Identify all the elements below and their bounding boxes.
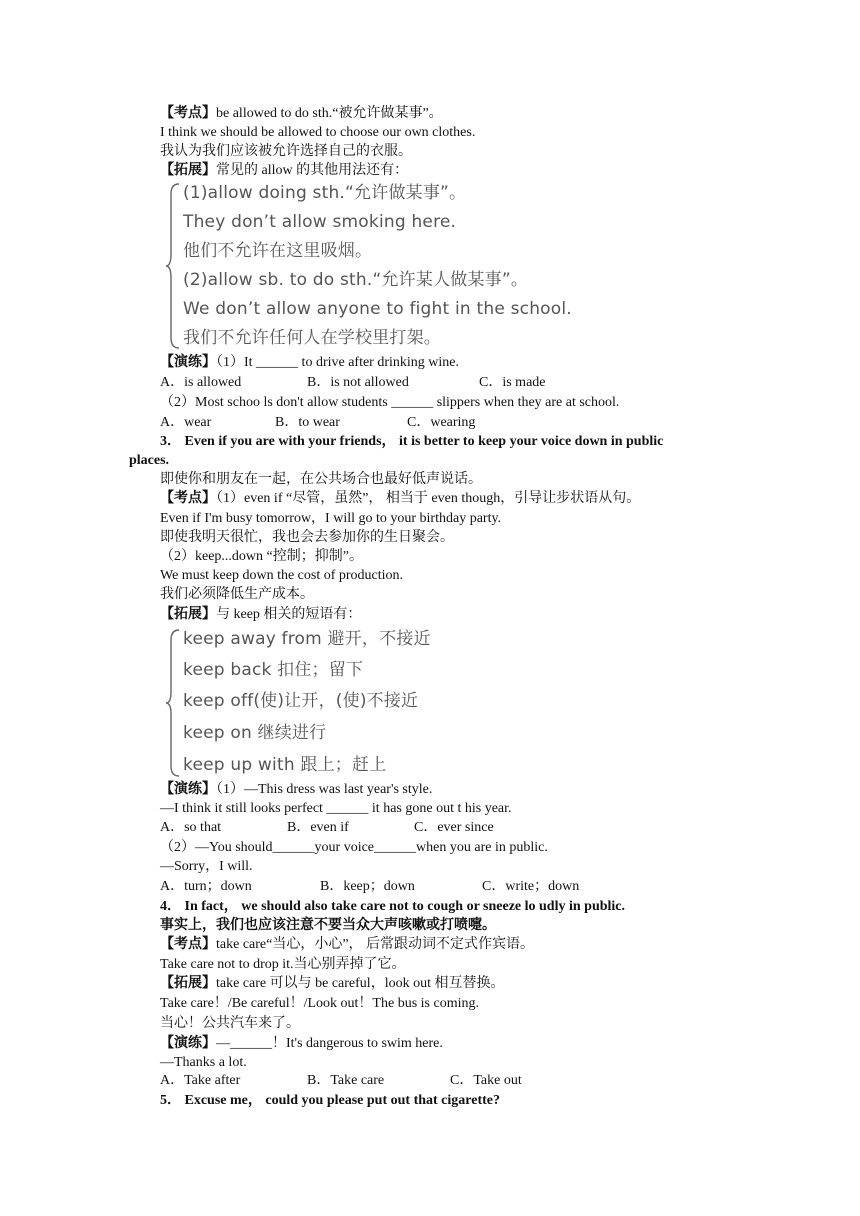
brace-line: keep off(使)让开，(使)不接近 — [183, 691, 419, 711]
brace-line: (2)allow sb. to do sth.“允许某人做某事”。 — [183, 270, 529, 290]
brace-line: 我们不允许任何人在学校里打架。 — [183, 328, 441, 348]
example-zh: 我认为我们应该被允许选择自己的衣服。 — [160, 144, 412, 159]
option-a: A．turn；down — [160, 879, 252, 894]
tuozhan-text: 与 keep 相关的短语有： — [216, 607, 362, 622]
option-b: B．keep；down — [320, 879, 415, 894]
yanlian-line — [160, 1034, 443, 1053]
option-b: B．Take care — [307, 1073, 385, 1088]
question-1: （1）It ______ to drive after drinking wine. — [216, 355, 460, 370]
option-a: A．so that — [160, 820, 222, 835]
options-row — [160, 1071, 522, 1090]
brace-icon — [165, 626, 181, 780]
kaodian-text-2: （2）keep...down “控制；抑制”。 — [160, 549, 363, 564]
brace-line: keep back 扣住；留下 — [183, 660, 364, 680]
kaodian-text: （1）even if “尽管，虽然”， 相当于 even though，引导让步状语从句。 — [216, 491, 641, 506]
question-1: —______！It's dangerous to swim here. — [216, 1036, 443, 1051]
tuozhan-tag: 【拓展】 — [160, 163, 216, 178]
sentence-3-title: 3． Even if you are with your friends， it is better to keep your voice down in public — [160, 434, 664, 449]
kaodian-text: be allowed to do sth.“被允许做某事”。 — [216, 106, 443, 121]
brace-line: keep on 继续进行 — [183, 723, 327, 743]
question-2: （2）—You should______your voice______when you are in public. — [160, 840, 548, 855]
question-1: （1）—This dress was last year's style. — [216, 782, 433, 797]
example-line: Take care not to drop it.当心别弄掉了它。 — [160, 957, 406, 972]
tuozhan-text: take care 可以与 be careful，look out 相互替换。 — [216, 976, 505, 991]
question-2: （2）Most schoo ls don't allow students ______ slippers when they are at school. — [160, 395, 620, 410]
options-row — [160, 818, 494, 837]
kaodian-text: take care“当心，小心”， 后常跟动词不定式作宾语。 — [216, 937, 535, 952]
brace-line: (1)allow doing sth.“允许做某事”。 — [183, 183, 467, 203]
option-c: C．write；down — [482, 879, 580, 894]
kaodian-line — [160, 489, 640, 508]
yanlian-tag: 【演练】 — [160, 355, 216, 370]
options-row — [160, 877, 579, 896]
brace-line: 他们不允许在这里吸烟。 — [183, 241, 373, 261]
options-row — [160, 413, 475, 432]
tuozhan-line — [160, 161, 408, 180]
tuozhan-tag: 【拓展】 — [160, 976, 216, 991]
sentence-3-zh: 即使你和朋友在一起，在公共场合也最好低声说话。 — [160, 472, 482, 487]
option-c: C．ever since — [414, 820, 494, 835]
brace-line: We don’t allow anyone to fight in the school. — [183, 299, 572, 319]
option-c: C．is made — [479, 375, 546, 390]
sentence-4-zh: 事实上，我们也应该注意不要当众大声咳嗽或打喷嚏。 — [160, 918, 496, 933]
yanlian-line — [160, 780, 432, 799]
brace-line: They don’t allow smoking here. — [183, 212, 457, 232]
question-1-reply: —Thanks a lot. — [160, 1055, 247, 1070]
option-c: C．Take out — [450, 1073, 522, 1088]
kaodian-tag: 【考点】 — [160, 106, 216, 121]
kaodian-tag: 【考点】 — [160, 491, 216, 506]
example-zh: 我们必须降低生产成本。 — [160, 587, 314, 602]
question-2-reply: —Sorry，I will. — [160, 859, 253, 874]
sentence-3-title-cont: places. — [129, 453, 170, 468]
brace-line: keep away from 避开，不接近 — [183, 629, 431, 649]
keep-phrases-brace — [165, 626, 585, 780]
kaodian-line — [160, 104, 443, 123]
option-a: A．Take after — [160, 1073, 241, 1088]
option-b: B．is not allowed — [307, 375, 409, 390]
sentence-4-title: 4． In fact， we should also take care not to cough or sneeze lo udly in public. — [160, 899, 626, 914]
allow-usage-brace — [165, 180, 585, 352]
kaodian-line — [160, 935, 534, 954]
option-b: B．even if — [287, 820, 349, 835]
example-zh: 即使我明天很忙，我也会去参加你的生日聚会。 — [160, 530, 454, 545]
brace-line: keep up with 跟上；赶上 — [183, 755, 387, 775]
tuozhan-line — [160, 974, 504, 993]
brace-icon — [165, 180, 181, 352]
yanlian-tag: 【演练】 — [160, 782, 216, 797]
option-a: A．is allowed — [160, 375, 242, 390]
example-en: We must keep down the cost of production. — [160, 568, 404, 583]
tuozhan-tag: 【拓展】 — [160, 607, 216, 622]
option-c: C．wearing — [407, 415, 476, 430]
example-en: I think we should be allowed to choose our own clothes. — [160, 125, 476, 140]
example-en: Take care！/Be careful！/Look out！The bus is coming. — [160, 996, 479, 1011]
example-en: Even if I'm busy tomorrow，I will go to your birthday party. — [160, 511, 502, 526]
example-zh: 当心！公共汽车来了。 — [160, 1016, 300, 1031]
kaodian-tag: 【考点】 — [160, 937, 216, 952]
options-row — [160, 373, 546, 392]
option-b: B．to wear — [275, 415, 340, 430]
option-a: A．wear — [160, 415, 212, 430]
tuozhan-line — [160, 605, 361, 624]
yanlian-line — [160, 353, 459, 372]
yanlian-tag: 【演练】 — [160, 1036, 216, 1051]
question-1-reply: —I think it still looks perfect ______ it has gone out t his year. — [160, 801, 512, 816]
sentence-5-title: 5． Excuse me， could you please put out that cigarette? — [160, 1093, 500, 1108]
tuozhan-text: 常见的 allow 的其他用法还有： — [216, 163, 409, 178]
